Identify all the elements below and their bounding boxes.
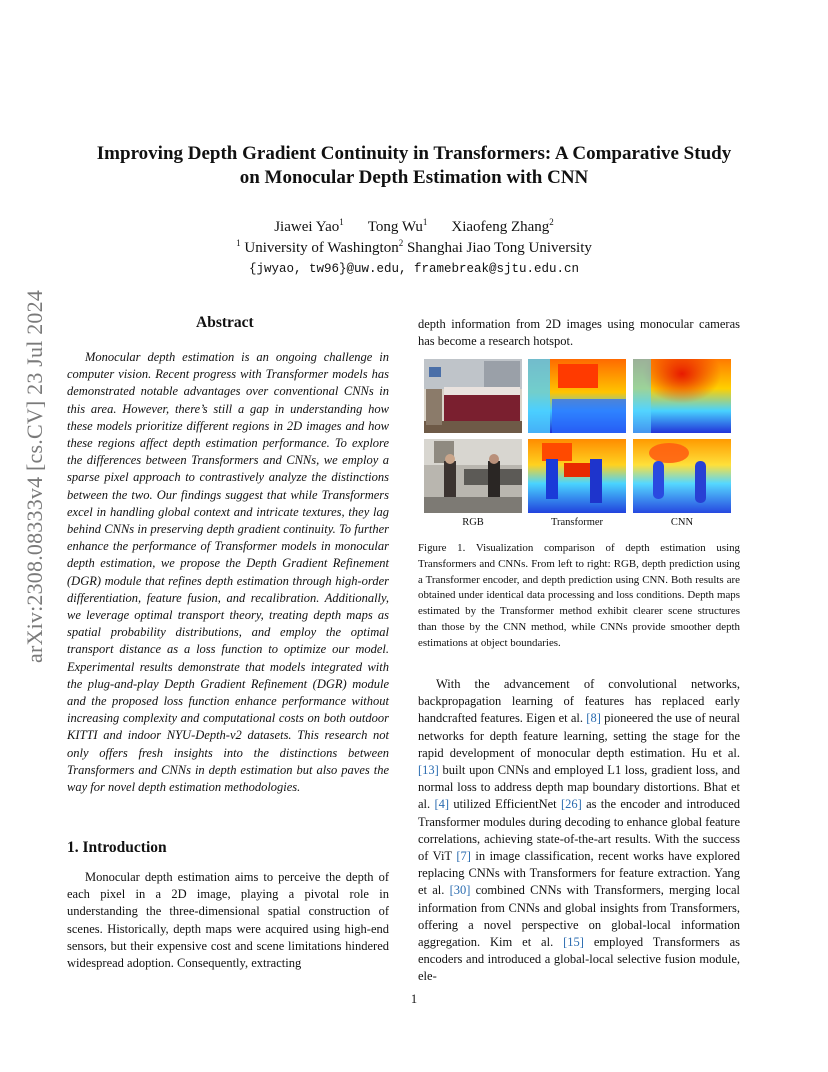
arxiv-side-stamp: arXiv:2308.08333v4 [cs.CV] 23 Jul 2024 [22, 290, 47, 664]
paragraph-text-run: employed Transformers as encoders and introduced a global-local selective fusion module, ele- [418, 935, 740, 984]
title-line-2: on Monocular Depth Estimation with CNN [239, 167, 589, 188]
abstract-heading: Abstract [196, 314, 254, 331]
affil-name: Shanghai Jiao Tong University [406, 240, 592, 256]
figure-label-cnn: CNN [670, 517, 694, 528]
paragraph-text-run: utilized EfficientNet [449, 797, 561, 812]
rgb-image-office [424, 439, 522, 513]
transformer-depth-office [528, 439, 626, 513]
title-line-1: Improving Depth Gradient Continuity in Transformers: A Comparative Study [96, 143, 732, 164]
citation-link[interactable]: [26] [560, 797, 582, 812]
author-name: Jiawei Yao [274, 219, 340, 235]
citation-link[interactable]: [4] [434, 797, 450, 812]
cnn-depth-bedroom [633, 359, 731, 433]
affil-mark: 1 [236, 238, 241, 248]
paragraph-text-run: built upon CNNs and employed L1 loss, gradient loss, and normal loss to address depth map boundary distortions. Bhat et al. [418, 763, 740, 812]
affil-mark: 2 [398, 238, 404, 248]
author-emails: {jwyao, tw96}@uw.edu, framebreak@sjtu.edu.cn [248, 262, 580, 276]
rgb-image-bedroom [424, 359, 522, 433]
author-list [60, 217, 768, 237]
cnn-depth-office [633, 439, 731, 513]
figure-label-rgb: RGB [462, 517, 484, 528]
author-name: Tong Wu [367, 219, 423, 235]
author-affil-mark: 1 [339, 217, 344, 227]
citation-link[interactable]: [7] [456, 849, 471, 864]
paragraph-text-run: pioneered the use of neural networks for depth feature learning, setting the stage for the rapid development of monocular depth estimation. Hu et al. [418, 711, 740, 760]
page-number: 1 [410, 992, 418, 1006]
author-name: Xiaofeng Zhang [451, 219, 550, 235]
affil-name: University of Washington [244, 240, 399, 256]
paragraph-text-run: With the advancement of convolutional networks, backpropagation learning of features has replaced early handcrafted features. Eigen et al. [418, 677, 740, 726]
paper-title [60, 142, 768, 190]
column2-intro-continuation: depth information from 2D images using monocular cameras has become a research hotspot. [418, 317, 740, 349]
column2-body-paragraph [418, 676, 740, 986]
citation-link[interactable]: [8] [586, 711, 601, 726]
author-affil-mark: 1 [422, 217, 428, 227]
paragraph-text-run: as the encoder and introduced Transformer modules during decoding to enhance global feature correlations, achieving state-of-the-art results. With the success of ViT [418, 797, 740, 864]
figure-caption: Figure 1. Visualization comparison of depth estimation using Transformers and CNNs. From left to right: RGB, depth prediction using a Transformer encoder, and depth prediction using CNN. Both results are obtained under identical data processing and loss conditions. Depth maps estimated by the Transformer method exhibit clearer scene structures than those by the CNN method, while CNNs provide smoother depth estimations at object boundaries. [418, 542, 740, 649]
affiliations [60, 238, 768, 258]
paragraph-text-run: combined CNNs with Transformers, merging local information from CNNs and global insights from Transformers, offering a novel perspective on global-local information aggregation. Kim et al. [418, 883, 740, 950]
intro-paragraph: Monocular depth estimation aims to perceive the depth of each pixel in a 2D image, playing a pivotal role in understanding the three-dimensional spatial construction of scenes. Historically, depth maps were acquired using high-end sensors, but their expensive cost and scene limitations hindered widespread adoption. Consequently, extracting [67, 870, 389, 971]
paragraph-text-run: in image classification, recent works have explored replacing CNNs with Transformers for feature extraction. Yang et al. [418, 849, 740, 898]
citation-link[interactable]: [15] [563, 935, 584, 950]
introduction-heading: 1. Introduction [67, 839, 167, 856]
transformer-depth-bedroom [528, 359, 626, 433]
citation-link[interactable]: [13] [418, 763, 439, 778]
citation-link[interactable]: [30] [449, 883, 471, 898]
figure-label-transformer: Transformer [550, 517, 604, 528]
abstract-text: Monocular depth estimation is an ongoing challenge in computer vision. Recent progress with Transformer models has demonstrated notable advantages over conventional CNNs in this area. However, there’s still a gap in understanding how these models prioritize different regions in 2D images and how these regions affect depth estimation performance. To explore the differences between Transformers and CNNs, we employ a sparse pixel approach to contrastively analyze the distinctions between the two. Our findings suggest that while Transformers excel in handling global context and intricate textures, they lag behind CNNs in preserving depth gradient continuity. To further enhance the performance of Transformer models in monocular depth estimation, we propose the Depth Gradient Refinement (DGR) module that refines depth estimation through high-order differentiation, feature fusion, and recalibration. Additionally, we leverage optimal transport theory, treating depth maps as spatial probability distributions, and employ the optimal transport distance as a loss function to optimize our model. Experimental results demonstrate that models integrated with the plug-and-play Depth Gradient Refinement (DGR) module and the proposed loss function enhance performance without increasing complexity and computational costs on both outdoor KITTI and indoor NYU-Depth-v2 datasets. This research not only offers fresh insights into the distinctions between Transformers and CNNs in depth estimation but also paves the way for novel depth estimation methodologies. [67, 350, 389, 795]
author-affil-mark: 2 [549, 217, 554, 227]
